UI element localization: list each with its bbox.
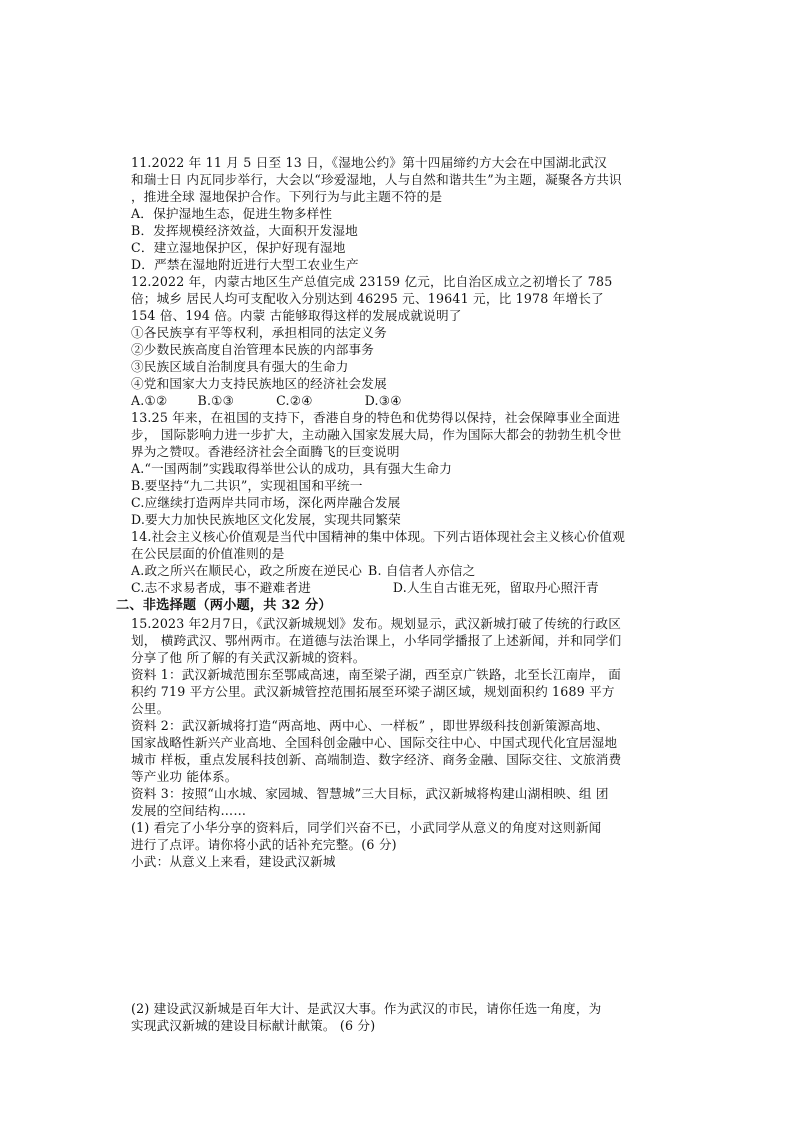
q13-option-a: A.“一国两制”实践取得举世公认的成功，具有强大生命力: [131, 461, 453, 476]
q14-stem-line-2: 在公民层面的价值准则的是: [131, 546, 285, 561]
q12-option-a: A.①②: [131, 393, 168, 408]
q15-sub1-prompt: 小武：从意义上来看，建设武汉新城: [131, 854, 336, 869]
q14-options-row-2: [131, 579, 599, 596]
q15-material-2-line-1: 资料 2：武汉新城将打造“两高地、两中心、一样板” ，即世界级科技创新策源高地、: [131, 718, 609, 733]
q15-material-1-line-2: 积约 719 平方公里。武汉新城管控范围拓展至环梁子湖区域，规划面积约 1689 平方: [131, 684, 615, 699]
q11-stem-line-1: 11.2022 年 11 月 5 日至 13 日，《湿地公约》第十四届缔约方大会在中国湖北武汉: [131, 155, 607, 170]
q15-material-2-line-2: 国家战略性新兴产业高地、全国科创金融中心、国际交往中心、中国式现代化宜居湿地: [131, 735, 618, 750]
q12-stem-line-1: 12.2022 年，内蒙古地区生产总值完成 23159 亿元，比自治区成立之初增长了 785: [131, 274, 613, 289]
q15-material-1-line-3: 公里。: [131, 701, 170, 716]
q15-intro-line-2: 划， 横跨武汉、鄂州两市。在道德与法治课上，小华同学播报了上述新闻，并和同学们: [131, 633, 622, 648]
q12-options-row: [131, 392, 402, 409]
q15-material-2-line-3: 城市 样板，重点发展科技创新、高端制造、数字经济、商务金融、国际交往、文旅消费: [131, 752, 622, 767]
q15-material-3-line-1: 资料 3：按照“山水城、家园城、智慧城”三大目标，武汉新城将构建山湖相映、组 团: [131, 786, 609, 801]
q11-stem-line-3: ，推进全球 湿地保护合作。下列行为与此主题不符的是: [131, 189, 443, 204]
q12-stem-line-3: 154 倍、194 倍。内蒙 古能够取得这样的发展成就说明了: [131, 308, 462, 323]
q14-options-row-1: [131, 562, 475, 579]
section-2-title: 二、非选择题（两小题，共 32 分）: [116, 598, 332, 613]
q15-material-3-line-2: 发展的空间结构……: [131, 803, 247, 818]
q11-option-b: B．发挥规模经济效益，大面积开发湿地: [131, 223, 358, 238]
q12-item-1: ①各民族享有平等权利，承担相同的法定义务: [131, 325, 387, 340]
q11-option-a: A．保护湿地生态，促进生物多样性: [131, 206, 333, 221]
q12-option-c: C.②④: [276, 393, 313, 408]
q13-stem-line-3: 界为之赞叹。香港经济社会全面腾飞的巨变说明: [131, 444, 400, 459]
q12-item-2: ②少数民族高度自治管理本民族的内部事务: [131, 342, 375, 357]
q13-option-c: C.应继续打造两岸共同市场，深化两岸融合发展: [131, 495, 401, 510]
q12-option-d: D.③④: [364, 393, 402, 408]
q15-material-2-line-4: 等产业功 能体系。: [131, 769, 238, 784]
q13-stem-line-2: 步， 国际影响力进一步扩大，主动融入国家发展大局，作为国际大都会的勃勃生机令世: [131, 427, 622, 442]
q15-sub2-line-1: (2) 建设武汉新城是百年大计、是武汉大事。作为武汉的市民，请你任选一角度，为: [131, 1001, 602, 1016]
q12-item-3: ③民族区域自治制度具有强大的生命力: [131, 359, 349, 374]
q15-sub1-line-2: 进行了点评。请你将小武的话补充完整。(6 分): [131, 837, 397, 852]
q14-option-a: A.政之所兴在顺民心，政之所废在逆民心: [131, 563, 362, 578]
q15-sub1-line-1: (1) 看完了小华分享的资料后，同学们兴奋不已，小武同学从意义的角度对这则新闻: [131, 820, 602, 835]
q11-option-c: C．建立湿地保护区，保护好现有湿地: [131, 240, 346, 255]
q13-option-b: B.要坚持“九二共识”，实现祖国和平统一: [131, 478, 363, 493]
q15-intro-line-3: 分享了他 所了解的有关武汉新城的资料。: [131, 650, 366, 665]
q13-option-d: D.要大力加快民族地区文化发展，实现共同繁荣: [131, 512, 401, 527]
q11-stem-line-2: 和瑞士日 内瓦同步举行，大会以“珍爱湿地，人与自然和谐共生”为主题，凝聚各方共识: [131, 172, 622, 187]
q15-intro-line-1: 15.2023 年2月7日，《武汉新城规划》发布。规划显示，武汉新城打破了传统的行政区: [131, 616, 622, 631]
q11-option-d: D．严禁在湿地附近进行大型工农业生产: [131, 257, 359, 272]
q14-option-c: C.志不求易者成，事不避难者进: [131, 580, 311, 595]
q13-stem-line-1: 13.25 年来，在祖国的支持下，香港自身的特色和优势得以保持，社会保障事业全面进: [131, 410, 621, 425]
q12-stem-line-2: 倍；城乡 居民人均可支配收入分别达到 46295 元、19641 元，比 1978 年增长了: [131, 291, 604, 306]
q12-item-4: ④党和国家大力支持民族地区的经济社会发展: [131, 376, 387, 391]
q14-option-d: D.人生自古谁无死，留取丹心照汗青: [392, 580, 599, 595]
q15-material-1-line-1: 资料 1：武汉新城范围东至鄂咸高速，南至梁子湖，西至京广铁路，北至长江南岸， 面: [131, 667, 621, 682]
q14-option-b: B. 自信者人亦信之: [368, 563, 476, 578]
q15-sub2-line-2: 实现武汉新城的建设目标献计献策。 (6 分): [131, 1018, 376, 1033]
q12-option-b: B.①③: [197, 393, 235, 408]
q14-stem-line-1: 14.社会主义核心价值观是当代中国精神的集中体现。下列古语体现社会主义核心价值观: [131, 529, 625, 544]
